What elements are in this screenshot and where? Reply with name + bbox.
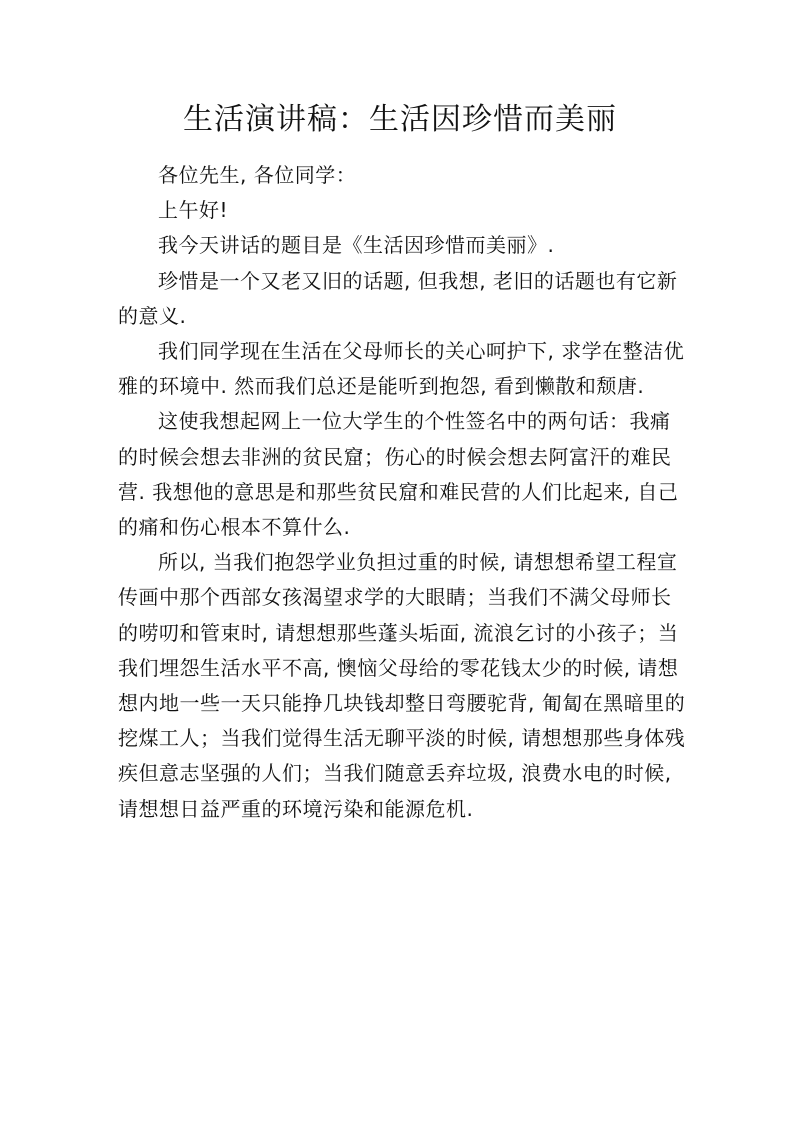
paragraph-salutation: 各位先生, 各位同学： <box>158 163 357 187</box>
paragraph: 我们同学现在生活在父母师长的关心呵护下, 求学在整洁优雅的环境中. 然而我们总还是能听到抱怨, 看到懒散和颓唐. <box>118 339 685 399</box>
paragraph-greeting: 上午好! <box>158 198 229 223</box>
paragraph: 所以, 当我们抱怨学业负担过重的时候, 请想想希望工程宣传画中那个西部女孩渴望求学的大眼睛；当我们不满父母师长的唠叨和管束时, 请想想那些蓬头垢面, 流浪乞讨的小孩子；当我们埋怨生活水平不高, 懊恼父母给的零花钱太少的时候, 请想想内地一些一天只能挣几块钱却整日弯腰驼背, 匍匐在黑暗里的挖煤工人；当我们觉得生活无聊平淡的时候, 请想想那些身体残疾但意志坚强的人们；当我们随意丢弃垃圾, 浪费水电的时候, 请想想日益严重的环境污染和能源危机. <box>118 550 686 821</box>
paragraph: 珍惜是一个又老又旧的话题, 但我想, 老旧的话题也有它新的意义. <box>118 268 678 328</box>
paragraph: 这使我想起网上一位大学生的个性签名中的两句话：我痛的时候会想去非洲的贫民窟；伤心的时候会想去阿富汗的难民营. 我想他的意思是和那些贫民窟和难民营的人们比起来, 自己的痛和伤心根本不算什么. <box>118 409 679 540</box>
document-title: 生活演讲稿：生活因珍惜而美丽 <box>183 102 617 137</box>
paragraph-topic: 我今天讲话的题目是《生活因珍惜而美丽》. <box>158 233 555 258</box>
document-body <box>118 158 688 827</box>
